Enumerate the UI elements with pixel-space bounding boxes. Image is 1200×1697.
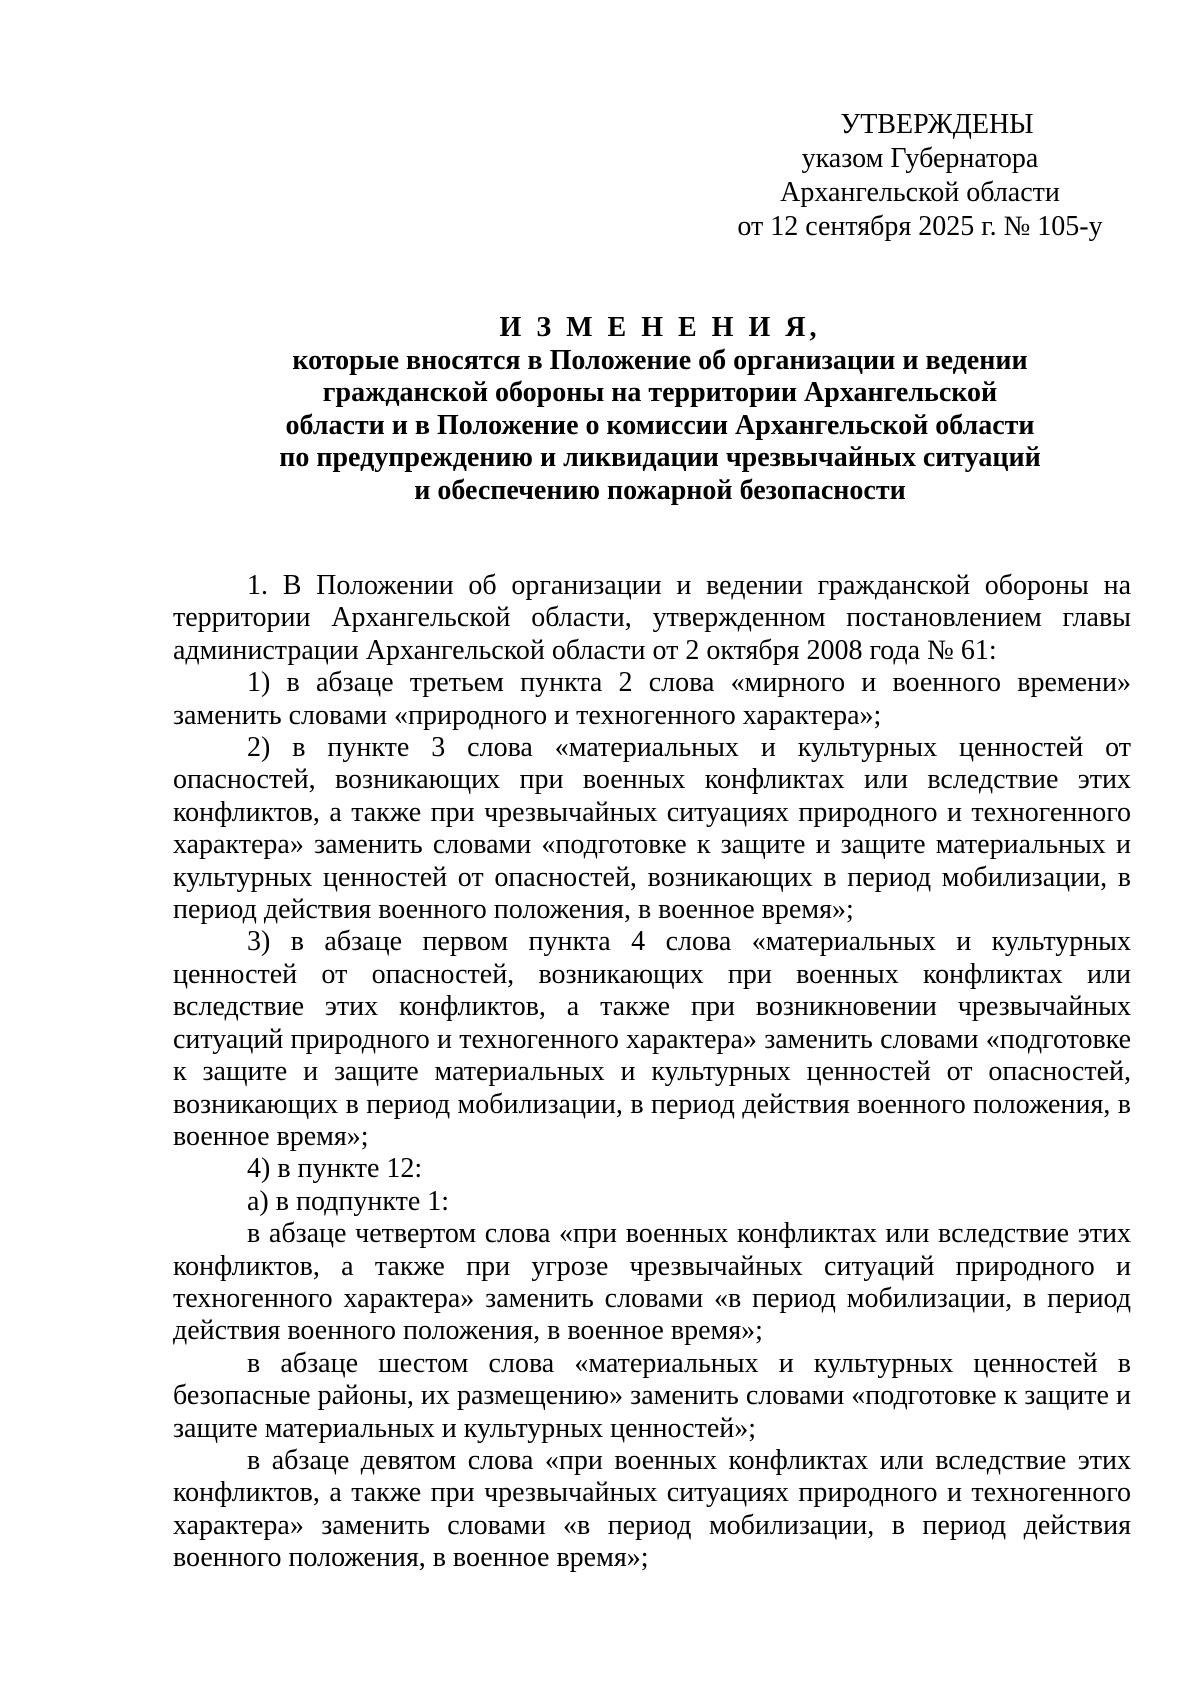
approval-heading: УТВЕРЖДЕНЫ [840, 109, 1034, 140]
approval-date-number: от 12 сентября 2025 г. № 105-у [737, 211, 1103, 242]
document-title: И З М Е Н Е Н И Я, [499, 312, 821, 343]
body-paragraph: 1. В Положении об организации и ведении гражданской обороны на территории Архангельской области, утвержденном постановлением главы администрации Архангельской области от 2 октября 2008 года № 61: [173, 570, 1131, 666]
approval-stamp [720, 108, 1120, 244]
body-paragraph: в абзаце четвертом слова «при военных конфликтах или вследствие этих конфликтов, а также при угрозе чрезвычайных ситуаций природного и техногенного характера» заменить словами «в период мобилизации, в период действия военного положения, в военное время»; [173, 1218, 1131, 1347]
body-paragraph: 1) в абзаце третьем пункта 2 слова «мирного и военного времени» заменить словами «природного и техногенного характера»; [173, 667, 1131, 731]
title-subline: области и в Положение о комиссии Архангельской области [285, 409, 1035, 441]
body-paragraph: 2) в пункте 3 слова «материальных и культурных ценностей от опасностей, возникающих при военных конфликтах или вследствие этих конфликтов, а также при чрезвычайных ситуациях природного и техногенного характера» заменить словами «подготовке к защите и защите материальных и культурных ценностей от опасностей, возникающих в период мобилизации, в период действия военного положения, в военное время»; [173, 732, 1131, 926]
approval-by-decree: указом Губернатора [801, 143, 1039, 174]
body-paragraph: а) в подпункте 1: [247, 1185, 450, 1217]
body-paragraph: в абзаце шестом слова «материальных и культурных ценностей в безопасные районы, их размещению» заменить словами «подготовке к защите и защите материальных и культурных ценностей»; [173, 1347, 1131, 1444]
body-paragraph: в абзаце девятом слова «при военных конфликтах или вследствие этих конфликтов, а также при чрезвычайных ситуациях природного и техногенного характера» заменить словами «в период мобилизации, в период действия военного положения, в военное время»; [173, 1444, 1131, 1574]
body-paragraph: 3) в абзаце первом пункта 4 слова «материальных и культурных ценностей от опасностей, возникающих при военных конфликтах или вследствие этих конфликтов, а также при возникновении чрезвычайных ситуаций природного и техногенного характера» заменить словами «подготовке к защите и защите материальных и культурных ценностей от опасностей, возникающих в период мобилизации, в период действия военного положения, в военное время»; [173, 926, 1131, 1152]
title-subline: которые вносятся в Положение об организации и ведении [292, 344, 1028, 376]
document-body [173, 570, 1131, 1575]
body-paragraph: 4) в пункте 12: [247, 1153, 423, 1185]
title-subline: и обеспечению пожарной безопасности [414, 474, 906, 506]
title-subline: гражданской обороны на территории Архангельской [322, 377, 998, 408]
title-subline: по предупреждению и ликвидации чрезвычайных ситуаций [279, 442, 1041, 473]
approval-region: Архангельской области [780, 177, 1060, 208]
document-title-block [180, 312, 1140, 507]
